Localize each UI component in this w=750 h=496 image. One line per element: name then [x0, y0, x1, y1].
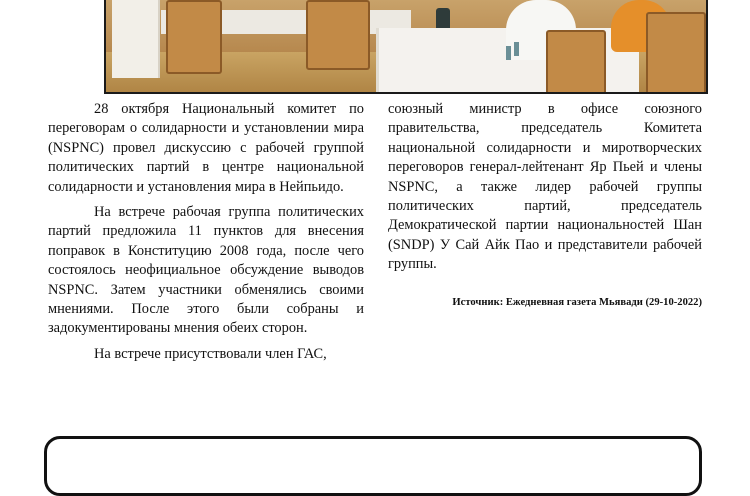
article-right-column — [388, 100, 702, 275]
article-paragraph: На встрече рабочая группа политических партий предложила 11 пунктов для внесения поправок в Конституцию 2008 года, после чего состоялось неофициальное обсуждение выводов NSPNC. Затем участники обменялись своими мнениями. После этого были собраны и задокументированы мнения обеих сторон. — [48, 204, 364, 337]
next-article-frame — [44, 436, 702, 496]
photo-bottle — [506, 46, 511, 60]
article-paragraph: 28 октября Национальный комитет по переговорам о солидарности и установлении мира (NSPNC) провел дискуссию с рабочей группой политических партий в центре национальной солидарности и установления мира в Нейпьидо. — [48, 101, 364, 195]
article-source: Источник: Ежедневная газета Мьявади (29-10-2022) — [452, 297, 702, 308]
photo-tablecloth-left — [112, 0, 160, 78]
photo-chair — [166, 0, 222, 74]
meeting-photo — [104, 0, 708, 94]
article-paragraph: На встрече присутствовали член ГАС, — [94, 345, 327, 362]
photo-bottle — [514, 42, 519, 56]
article-paragraph: союзный министр в офисе союзного правительства, председатель Комитета национальной солидарности и миротворческих переговоров генерал-лейтенант Яр Пьей и члены NSPNC, а также лидер рабочей группы политических партий, председатель Демократической партии национальностей Шан (SNDP) У Сай Айк Пао и представители рабочей группы. — [388, 101, 702, 273]
photo-chair — [546, 30, 606, 94]
photo-chair — [646, 12, 706, 94]
photo-chair — [306, 0, 370, 70]
article-left-column — [48, 100, 364, 364]
